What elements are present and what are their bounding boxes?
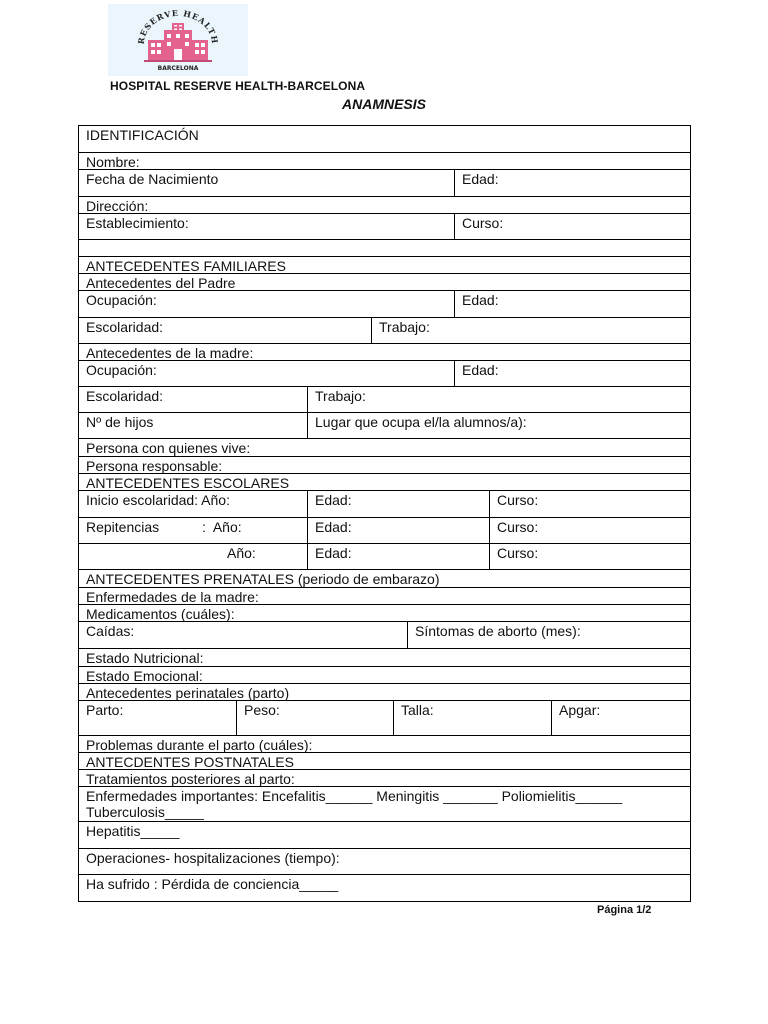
row-nombre (79, 153, 690, 170)
hospital-building-icon (108, 4, 248, 76)
field-talla[interactable]: Talla: (393, 701, 551, 735)
row-madre-escolaridad (79, 387, 690, 413)
field-repitencias-edad[interactable]: Edad: (307, 518, 489, 543)
row-hepatitis (79, 822, 690, 849)
field-edad[interactable]: Edad: (454, 170, 690, 196)
row-antecedentes-perinatales (79, 684, 690, 701)
label-antecedentes-padre: Antecedentes del Padre (86, 275, 236, 291)
row-antecedentes-padre (79, 274, 690, 291)
field-madre-escolaridad[interactable]: Escolaridad: (86, 388, 164, 404)
row-estado-nutricional (79, 649, 690, 667)
field-repitencias2-edad[interactable]: Edad: (307, 544, 489, 569)
field-caidas[interactable]: Caídas: (86, 623, 135, 639)
row-fecha-nacimiento (79, 170, 690, 197)
row-persona-vive (79, 439, 690, 457)
page-number: Página 1/2 (597, 904, 652, 916)
field-n-hijos[interactable]: Nº de hijos (86, 414, 154, 430)
row-antecedentes-postnatales (79, 753, 690, 770)
field-madre-edad[interactable]: Edad: (454, 361, 690, 386)
document-title (0, 96, 768, 112)
row-operaciones (79, 849, 690, 875)
field-repitencias2-curso[interactable]: Curso: (489, 544, 690, 569)
row-estado-emocional (79, 667, 690, 684)
field-enfermedades-importantes[interactable]: Enfermedades importantes: Encefalitis______ Meningitis _______ Poliomielitis______ Tuberculosis_____ (86, 788, 623, 820)
field-madre-ocupacion[interactable]: Ocupación: (86, 362, 157, 378)
row-identificacion (79, 126, 690, 153)
field-peso[interactable]: Peso: (236, 701, 393, 735)
field-curso[interactable]: Curso: (454, 214, 690, 239)
field-lugar-ocupa[interactable]: Lugar que ocupa el/la alumnos/a): (307, 413, 690, 438)
row-blank (79, 240, 690, 257)
row-repitencias (79, 518, 690, 544)
field-direccion[interactable]: Dirección: (86, 198, 149, 214)
field-padre-trabajo[interactable]: Trabajo: (371, 318, 690, 343)
field-sintomas-aborto[interactable]: Síntomas de aborto (mes): (407, 622, 690, 648)
row-tratamientos (79, 770, 690, 787)
section-identificacion: IDENTIFICACIÓN (86, 127, 199, 143)
field-estado-nutricional[interactable]: Estado Nutricional: (86, 650, 204, 666)
section-antecedentes-familiares: ANTECEDENTES FAMILIARES (86, 258, 286, 274)
logo-arc-text: RESERVE HEALTH (135, 7, 221, 45)
row-antecedentes-prenatales (79, 570, 690, 588)
field-establecimiento[interactable]: Establecimiento: (86, 215, 189, 231)
row-medicamentos (79, 605, 690, 622)
field-estado-emocional[interactable]: Estado Emocional: (86, 668, 203, 684)
hospital-name: HOSPITAL RESERVE HEALTH-BARCELONA (110, 79, 366, 93)
field-medicamentos[interactable]: Medicamentos (cuáles): (86, 606, 235, 622)
field-operaciones[interactable]: Operaciones- hospitalizaciones (tiempo): (86, 850, 340, 866)
section-antecedentes-postnatales: ANTECDENTES POSTNATALES (86, 754, 294, 770)
section-antecedentes-prenatales: ANTECEDENTES PRENATALES (periodo de embarazo) (86, 571, 440, 587)
field-perdida-conciencia[interactable]: Ha sufrido : Pérdida de conciencia_____ (86, 876, 339, 892)
section-antecedentes-escolares: ANTECEDENTES ESCOLARES (86, 475, 290, 491)
field-inicio-escolaridad-edad[interactable]: Edad: (307, 491, 489, 517)
row-caidas (79, 622, 690, 649)
document-title-text: ANAMNESIS (341, 96, 426, 112)
field-padre-escolaridad[interactable]: Escolaridad: (86, 319, 164, 335)
field-nombre[interactable]: Nombre: (86, 154, 140, 170)
row-antecedentes-madre (79, 344, 690, 361)
field-padre-edad[interactable]: Edad: (454, 291, 690, 317)
anamnesis-form (78, 125, 691, 902)
field-repitencias2-ano[interactable]: Año: (227, 545, 256, 561)
field-inicio-escolaridad-curso[interactable]: Curso: (489, 491, 690, 517)
row-enfermedades-madre (79, 588, 690, 605)
row-inicio-escolaridad (79, 491, 690, 518)
row-direccion (79, 197, 690, 214)
row-hijos (79, 413, 690, 439)
label-antecedentes-perinatales: Antecedentes perinatales (parto) (86, 685, 290, 701)
field-tratamientos[interactable]: Tratamientos posteriores al parto: (86, 771, 295, 787)
field-persona-responsable[interactable]: Persona responsable: (86, 458, 223, 474)
field-parto[interactable]: Parto: (86, 702, 124, 718)
field-inicio-escolaridad-ano[interactable]: Inicio escolaridad: Año: (86, 492, 230, 508)
row-antecedentes-familiares (79, 257, 690, 274)
field-problemas-parto[interactable]: Problemas durante el parto (cuáles): (86, 737, 313, 753)
row-persona-responsable (79, 457, 690, 474)
field-hepatitis[interactable]: Hepatitis_____ (86, 823, 180, 839)
row-repitencias-2 (79, 544, 690, 570)
field-enfermedades-madre[interactable]: Enfermedades de la madre: (86, 589, 259, 605)
field-apgar[interactable]: Apgar: (551, 701, 690, 735)
field-repitencias-curso[interactable]: Curso: (489, 518, 690, 543)
row-establecimiento (79, 214, 690, 240)
field-padre-ocupacion[interactable]: Ocupación: (86, 292, 157, 308)
row-parto (79, 701, 690, 736)
hospital-logo (108, 4, 248, 76)
row-padre-escolaridad (79, 318, 690, 344)
row-perdida-conciencia (79, 875, 690, 901)
row-enfermedades-importantes (79, 787, 690, 822)
logo-bottom-text: BARCELONA (157, 65, 199, 72)
field-fecha-nacimiento[interactable]: Fecha de Nacimiento (86, 171, 219, 187)
field-repitencias-ano[interactable]: Repitencias : Año: (86, 519, 242, 535)
row-problemas-parto (79, 736, 690, 753)
label-antecedentes-madre: Antecedentes de la madre: (86, 345, 254, 361)
field-persona-vive[interactable]: Persona con quienes vive: (86, 440, 251, 456)
row-antecedentes-escolares (79, 474, 690, 491)
row-madre-ocupacion (79, 361, 690, 387)
field-madre-trabajo[interactable]: Trabajo: (307, 387, 690, 412)
row-padre-ocupacion (79, 291, 690, 318)
